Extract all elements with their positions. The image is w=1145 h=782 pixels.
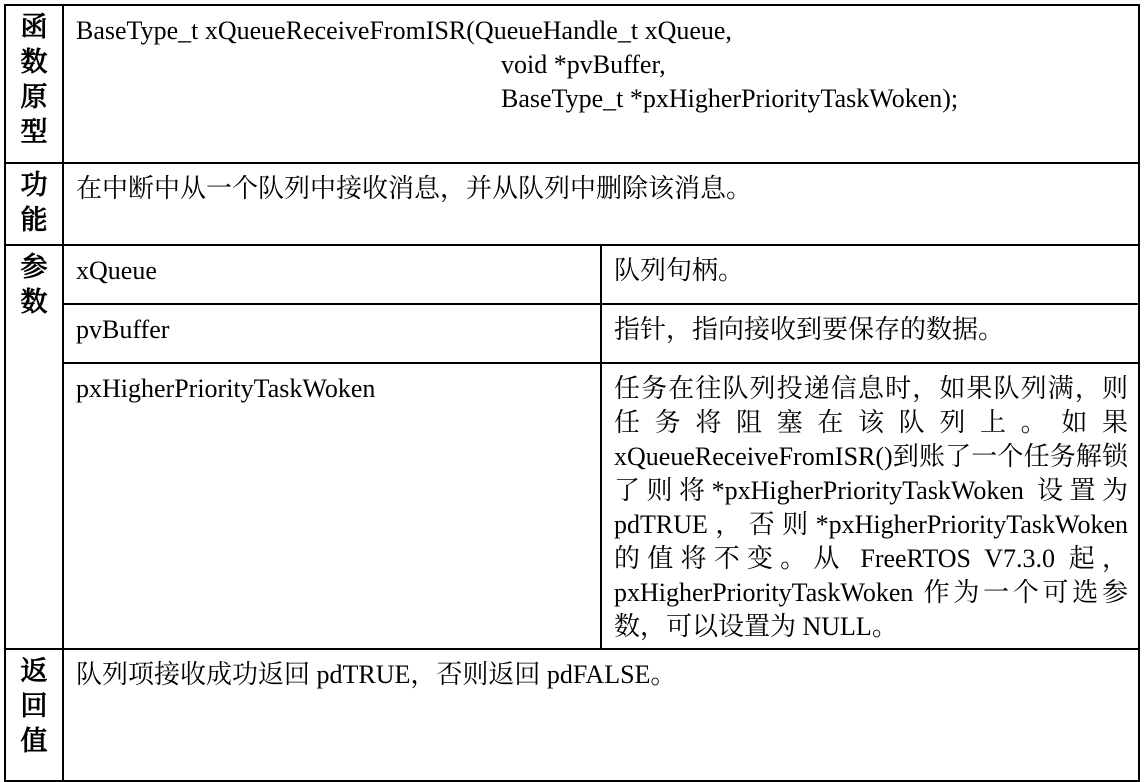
header-char: 函 bbox=[20, 12, 48, 43]
param-name: pvBuffer bbox=[63, 304, 601, 363]
prototype-header bbox=[5, 5, 63, 163]
header-char: 能 bbox=[20, 205, 48, 236]
header-char: 原 bbox=[20, 82, 48, 113]
prototype-cell bbox=[63, 5, 1139, 163]
return-row bbox=[5, 649, 1139, 781]
param-row bbox=[5, 304, 1139, 363]
header-char: 返 bbox=[20, 656, 48, 687]
header-char: 功 bbox=[20, 170, 48, 201]
return-header bbox=[5, 649, 63, 781]
api-reference-table bbox=[4, 4, 1140, 782]
header-char: 数 bbox=[20, 47, 48, 78]
header-char: 值 bbox=[20, 726, 48, 757]
header-char: 参 bbox=[20, 252, 48, 283]
prototype-line: BaseType_t xQueueReceiveFromISR(QueueHandle_t xQueue, bbox=[76, 16, 732, 45]
prototype-row bbox=[5, 5, 1139, 163]
param-row bbox=[5, 363, 1139, 649]
function-cell: 在中断中从一个队列中接收消息，并从队列中删除该消息。 bbox=[63, 163, 1139, 245]
params-header bbox=[5, 245, 63, 649]
param-row bbox=[5, 245, 1139, 304]
function-row bbox=[5, 163, 1139, 245]
prototype-line: BaseType_t *pxHigherPriorityTaskWoken); bbox=[501, 84, 959, 113]
return-cell: 队列项接收成功返回 pdTRUE，否则返回 pdFALSE。 bbox=[63, 649, 1139, 781]
param-desc: 指针，指向接收到要保存的数据。 bbox=[601, 304, 1139, 363]
param-desc: 任务在往队列投递信息时，如果队列满，则任务将阻塞在该队列上。如果 xQueueReceiveFromISR()到账了一个任务解锁了则将*pxHigherPriorityTaskWoken 设置为pdTRUE，否则*pxHigherPriorityTaskWoken 的值将不变。从 FreeRTOS V7.3.0 起，pxHigherPriorityTaskWoken 作为一个可选参数，可以设置为 NULL。 bbox=[601, 363, 1139, 649]
param-desc: 队列句柄。 bbox=[601, 245, 1139, 304]
header-char: 型 bbox=[20, 117, 48, 148]
header-char: 回 bbox=[20, 691, 48, 722]
param-name: xQueue bbox=[63, 245, 601, 304]
header-char: 数 bbox=[20, 287, 48, 318]
param-name: pxHigherPriorityTaskWoken bbox=[63, 363, 601, 649]
prototype-line: void *pvBuffer, bbox=[501, 50, 666, 79]
function-header bbox=[5, 163, 63, 245]
